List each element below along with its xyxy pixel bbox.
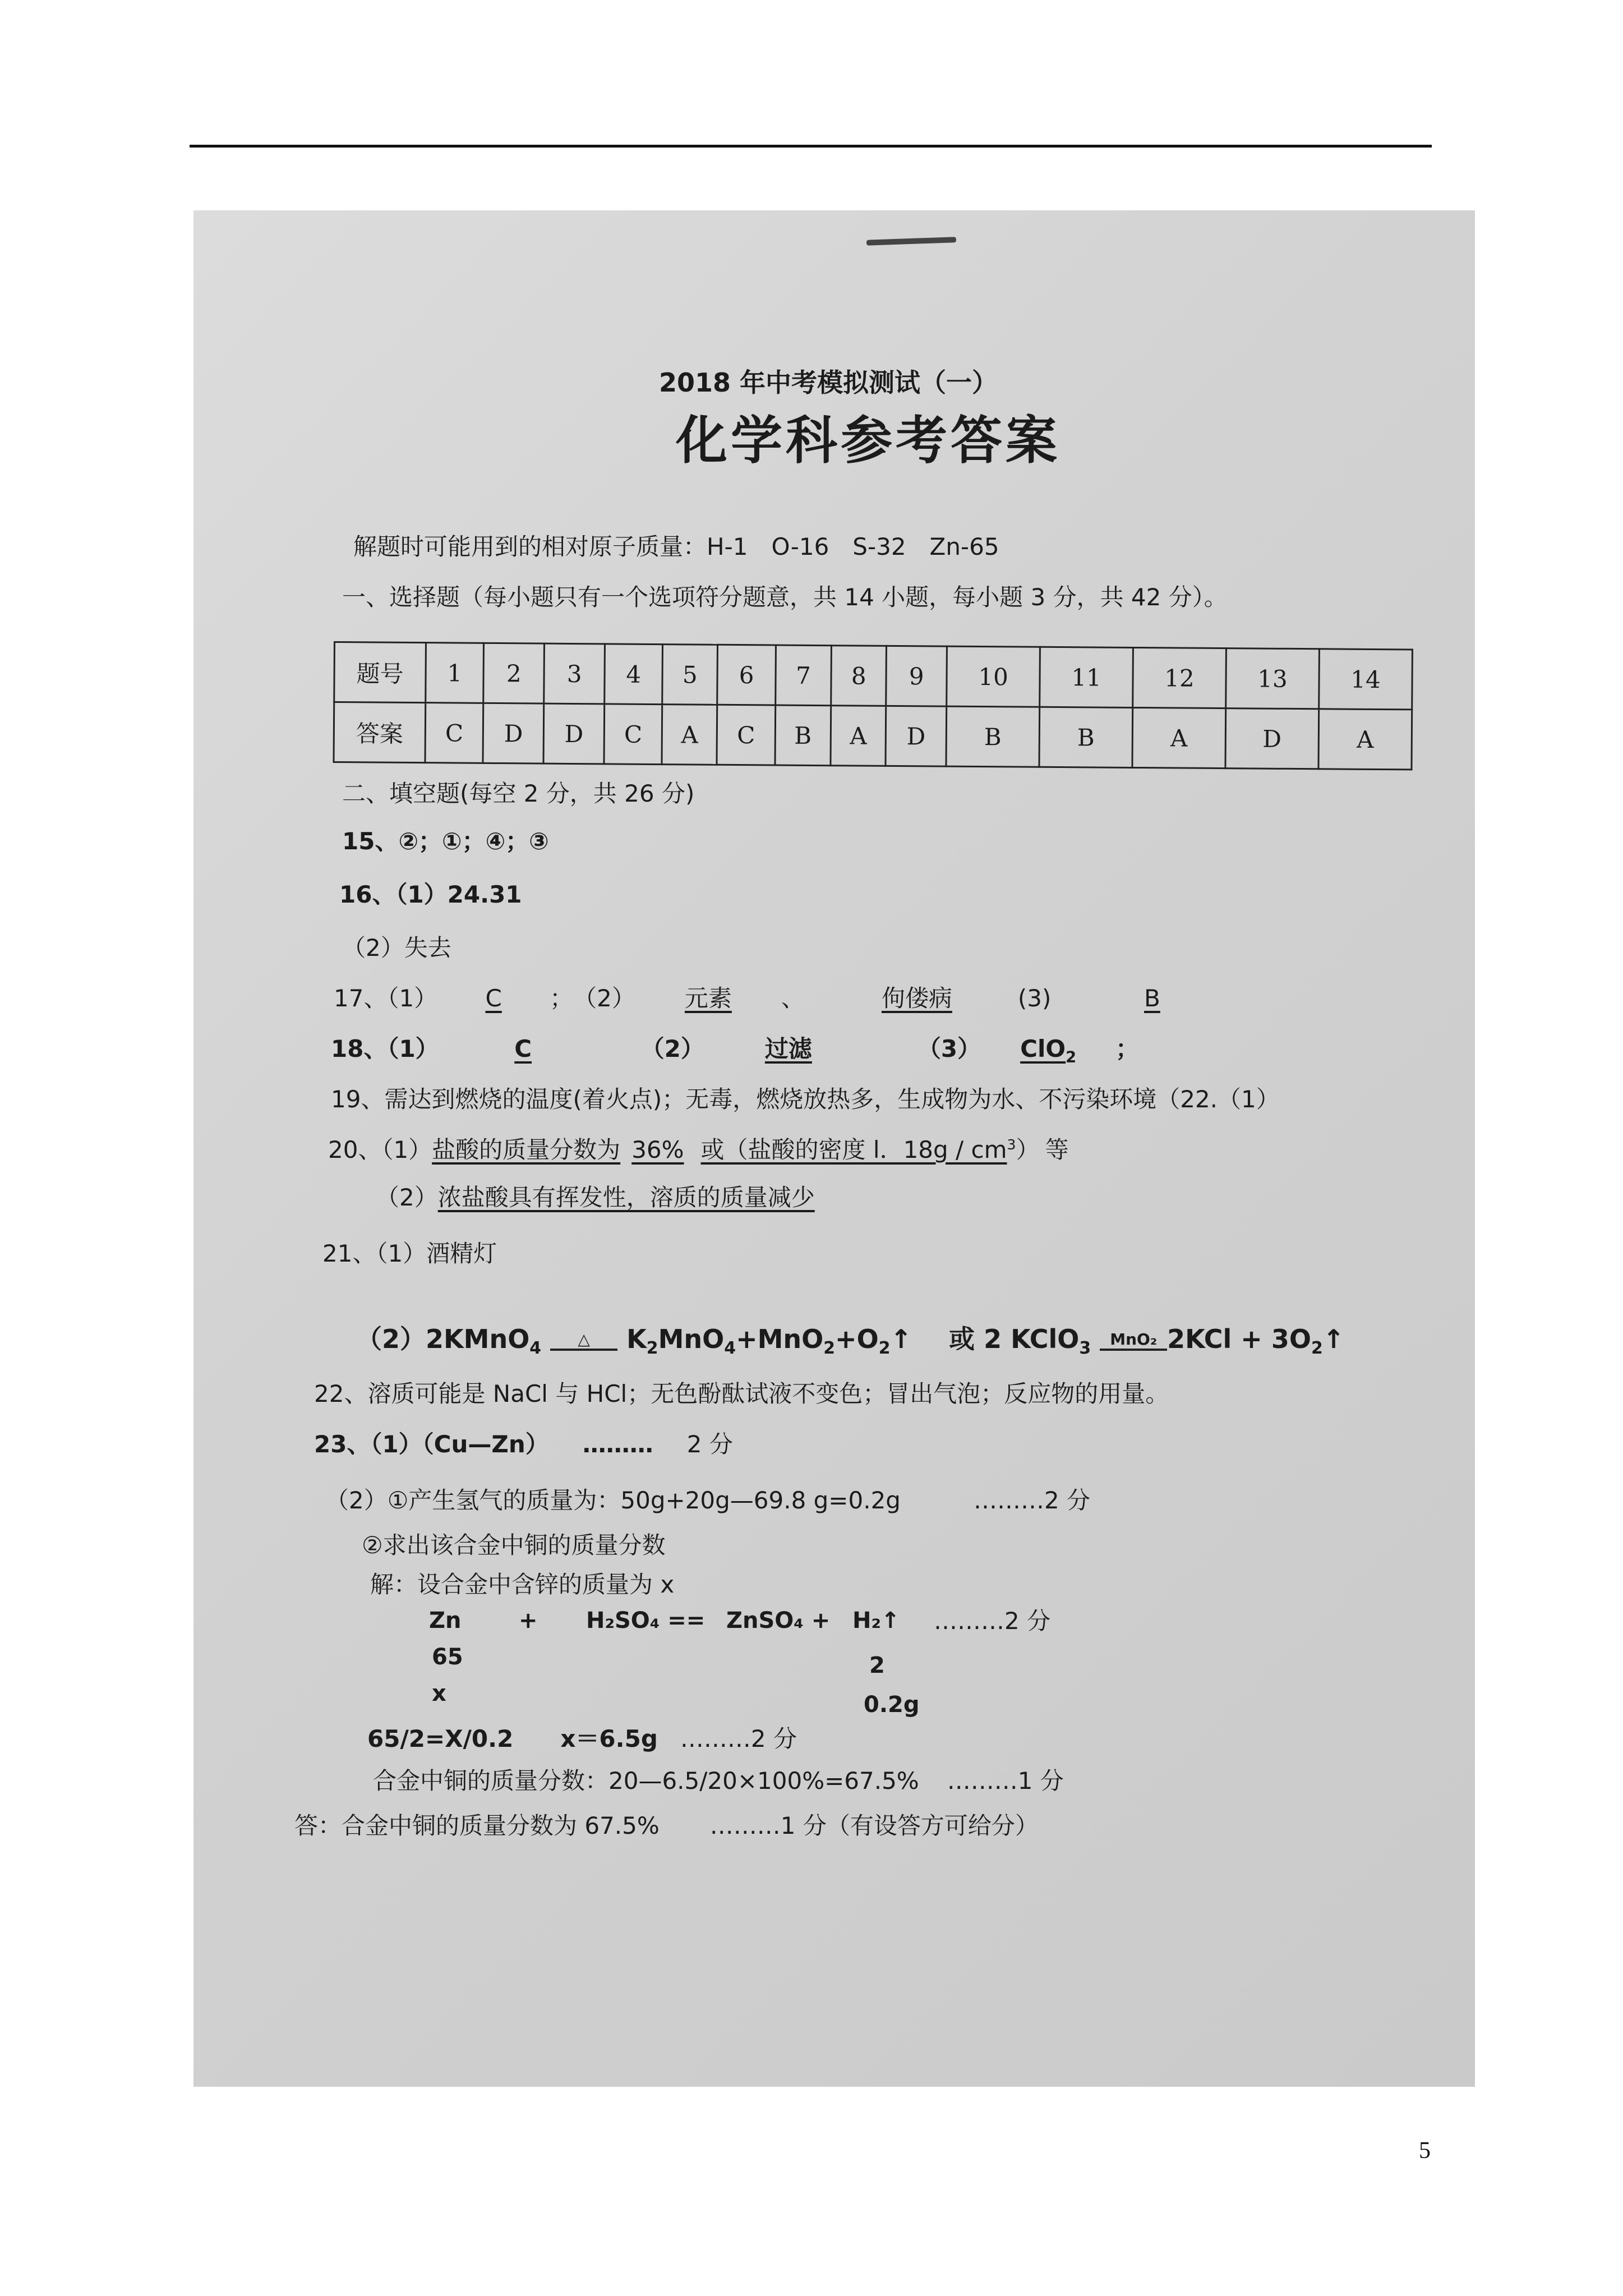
q23-2-line3: 解：设合金中含锌的质量为 x — [370, 1571, 675, 1598]
q19-answer: 19、需达到燃烧的温度(着火点)；无毒，燃烧放热多，生成物为水、不污染环境（22.（1） — [331, 1085, 1280, 1113]
mass-0-2g: 0.2g — [864, 1692, 920, 1718]
copper-fraction-line: 合金中铜的质量分数：20—6.5/20×100%=67.5% ………1 分 — [373, 1767, 1064, 1795]
table-cell: 10 — [947, 646, 1040, 707]
q17-part2b: 佝偻病 — [881, 984, 952, 1012]
table-cell: D — [886, 706, 947, 766]
table-cell: 3 — [544, 643, 605, 704]
table-cell: D — [483, 703, 544, 763]
ratio-line: 65/2=X/0.2 x＝6.5g ………2 分 — [367, 1725, 797, 1752]
eq-zn: Zn — [429, 1608, 462, 1634]
answer-table — [333, 641, 1413, 770]
q18-part2: 过滤 — [764, 1035, 812, 1062]
table-cell: 6 — [717, 645, 776, 705]
table-cell: 9 — [886, 646, 947, 706]
eq-score: ………2 分 — [934, 1607, 1051, 1635]
q18-label2: （2） — [640, 1035, 704, 1062]
atomic-mass-note: 解题时可能用到的相对原子质量：H-1 O-16 S-32 Zn-65 — [353, 533, 999, 560]
table-cell: 12 — [1133, 647, 1227, 708]
exam-subtitle: 2018 年中考模拟测试（一） — [659, 367, 998, 398]
q16-1-answer: 16、（1）24.31 — [339, 881, 522, 908]
q17-part2a: 元素 — [684, 984, 732, 1012]
mass-x: x — [432, 1681, 446, 1706]
table-cell: D — [543, 703, 605, 764]
row-label-number: 题号 — [334, 642, 426, 703]
q22-answer: 22、溶质可能是 NaCl 与 HCl；无色酚酞试液不变色；冒出气泡；反应物的用量。 — [314, 1380, 1169, 1407]
q23-2-line1: （2）①产生氢气的质量为：50g+20g—69.8 g=0.2g ………2 分 — [325, 1487, 1091, 1514]
q16-2-answer: （2）失去 — [342, 934, 451, 961]
q18-part3: ClO$_2$ — [1020, 1035, 1077, 1066]
table-cell: 7 — [775, 645, 831, 706]
q17-label: 17、（1） — [334, 984, 438, 1012]
q20-1-answer: 20、（1）盐酸的质量分数为 36% 或（盐酸的密度 l．$18g / cm^3$） 等 — [328, 1136, 1069, 1163]
page-title: 化学科参考答案 — [676, 410, 1061, 471]
q20-2-answer: （2）浓盐酸具有挥发性，溶质的质量减少 — [376, 1184, 815, 1211]
page-number: 5 — [1419, 2138, 1431, 2164]
final-answer-line: 答：合金中铜的质量分数为 67.5% ………1 分（有设答方可给分） — [294, 1812, 1039, 1839]
table-cell: B — [775, 705, 831, 766]
q17-part3: B — [1144, 984, 1160, 1012]
staple-mark — [866, 237, 956, 246]
header-rule — [190, 145, 1432, 148]
heat-arrow: △ — [550, 1332, 617, 1351]
table-cell: D — [1225, 708, 1319, 769]
table-cell: 8 — [831, 646, 887, 706]
table-cell: 11 — [1040, 647, 1133, 707]
table-cell: 13 — [1226, 648, 1320, 709]
table-cell: 4 — [605, 644, 663, 705]
table-cell: C — [425, 703, 483, 763]
mass-2: 2 — [869, 1653, 885, 1678]
table-cell: B — [946, 706, 1040, 767]
section2-title: 二、填空题(每空 2 分，共 26 分) — [342, 780, 695, 807]
q23-2-line2: ②求出该合金中铜的质量分数 — [362, 1531, 666, 1559]
table-cell: C — [604, 704, 662, 765]
row-label-answer: 答案 — [334, 702, 426, 763]
q17-part1: C — [485, 984, 502, 1012]
scanned-answer-sheet — [193, 210, 1475, 2087]
table-cell: A — [1132, 707, 1226, 768]
q18-label3: （3） — [917, 1035, 981, 1062]
table-cell: A — [831, 706, 886, 766]
catalyst-arrow: MnO₂ — [1100, 1332, 1167, 1351]
q15-answer: 15、②；①；④；③ — [342, 827, 549, 855]
table-cell: C — [717, 705, 775, 765]
q23-1-answer: 23、（1）（Cu—Zn） ……… 2 分 — [314, 1430, 733, 1458]
q18-label: 18、（1） — [331, 1035, 439, 1062]
eq-plus: + — [519, 1608, 538, 1634]
q17-label2: ； （2） — [550, 984, 635, 1012]
table-cell: 14 — [1319, 649, 1413, 710]
table-cell: A — [1318, 709, 1412, 770]
eq-h2: H₂↑ — [852, 1608, 900, 1634]
q17-sep: 、 — [781, 984, 805, 1012]
q18-part1: C — [514, 1035, 532, 1062]
q18-answer: 18、（1） C （2） 过滤 （3） ClO$_2$ ； — [331, 1035, 1140, 1066]
table-row-answers — [334, 702, 1412, 770]
table-row-numbers — [334, 642, 1413, 710]
table-cell: 1 — [426, 643, 484, 703]
table-cell: 2 — [483, 643, 545, 703]
table-cell: A — [662, 705, 717, 765]
q17-label3: (3) — [1017, 984, 1052, 1012]
q21-1-answer: 21、（1）酒精灯 — [322, 1240, 497, 1267]
table-cell: B — [1039, 707, 1133, 767]
q21-2-equation: （2）2KMnO$_4$ △ $K_2MnO_4+MnO_2+O_2↑$ 或 2 KClO$_3$ MnO₂ $2KCl + 3O_2↑$ — [356, 1324, 1345, 1359]
eq-h2so4: H₂SO₄ == — [586, 1608, 706, 1634]
section1-title: 一、选择题（每小题只有一个选项符分题意，共 14 小题，每小题 3 分，共 42 分）。 — [342, 583, 1228, 611]
mass-65: 65 — [432, 1644, 463, 1670]
table-cell: 5 — [662, 645, 718, 705]
eq-znso4: ZnSO₄ + — [726, 1608, 831, 1634]
q17-answer — [334, 984, 1236, 1013]
